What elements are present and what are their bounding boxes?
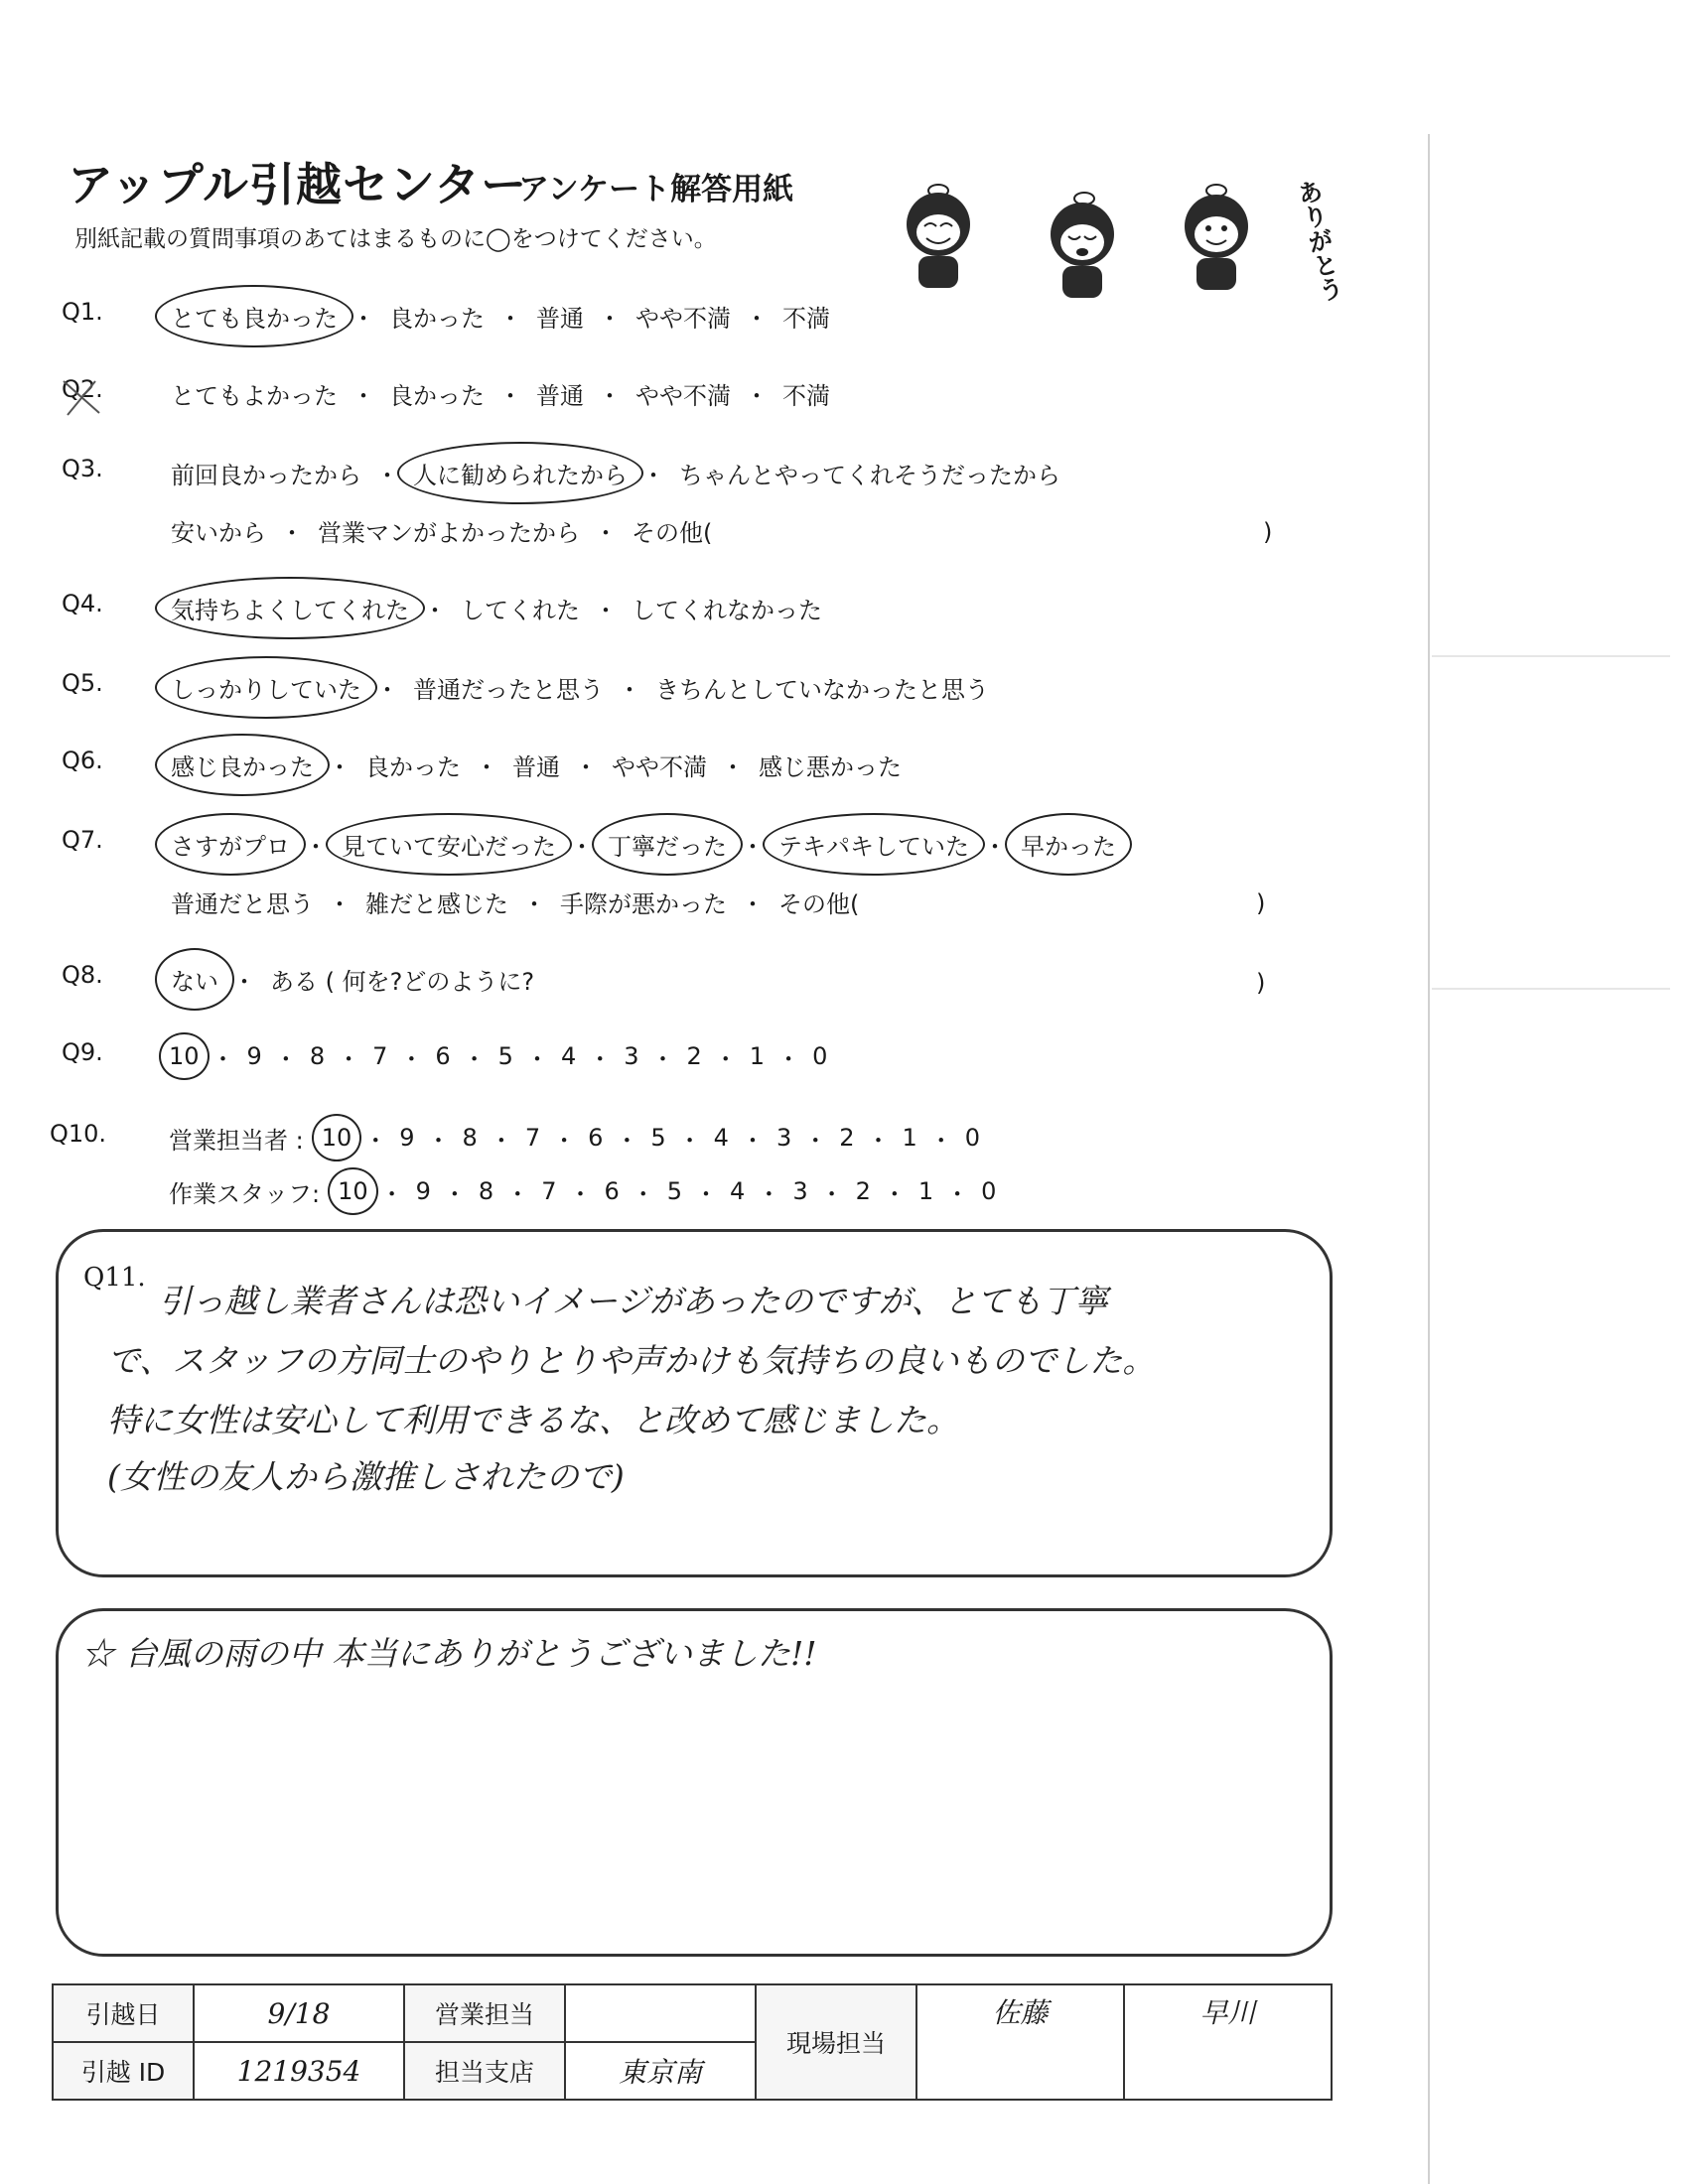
q6-options: 感じ良かった ・ 良かった ・ 普通 ・ やや不満 ・ 感じ悪かった [169,745,904,784]
site-staff-2[interactable]: 早川 [1124,1984,1332,2100]
q2-option[interactable]: 普通 [536,381,584,410]
q11-comment-line: 特に女性は安心して利用できるな、と改めて感じました。 [107,1401,959,1439]
q11-comment-line: 引っ越し業者さんは恐いイメージがあったのですが、とても丁寧 [159,1282,1108,1320]
q10-staff-score[interactable]: 6 [604,1177,620,1205]
q10-staff-score[interactable]: 4 [730,1177,746,1205]
q10-staff-score[interactable]: 8 [478,1177,494,1205]
q10-staff-score[interactable]: 1 [917,1177,934,1205]
form-subtitle: アンケート解答用紙 [518,172,794,207]
q3-options-line2: 安いから ・ 営業マンがよかったから ・ その他( [169,510,714,550]
q10-sales-score[interactable]: 8 [462,1124,478,1152]
q3-option[interactable]: ちゃんとやってくれそうだったから [679,461,1060,489]
q10-sales-score[interactable]: 1 [902,1124,917,1152]
q7-paren-close: ) [1256,889,1266,917]
q9-score[interactable]: 6 [435,1042,451,1070]
q9-score[interactable]: 0 [812,1042,828,1070]
q7-option-circled[interactable]: 丁寧だった [606,825,729,864]
mascot-caption: ありがとう [1292,177,1346,305]
q9-scale: 10 ・ 9 ・ 8 ・ 7 ・ 6 ・ 5 ・ 4 ・ 3 ・ 2 ・ 1 ・ 0 [169,1042,828,1073]
q10-staff-label: 作業スタッフ: [169,1179,321,1208]
move-date-label: 引越日 [53,1984,194,2042]
q9-score[interactable]: 1 [749,1042,766,1070]
q2-strike-mark [60,377,103,417]
q9-score-selected[interactable]: 10 [169,1042,200,1070]
q4-option-circled[interactable]: 気持ちよくしてくれた [169,589,411,627]
q3-option[interactable]: 前回良かったから [171,461,361,489]
page-edge-mark [1432,655,1670,657]
move-date-value[interactable]: 9/18 [194,1984,404,2042]
mascot-monkey-icon [889,177,988,296]
q10-label: Q10. [50,1120,107,1148]
q9-score[interactable]: 5 [497,1042,513,1070]
q10-sales-score[interactable]: 5 [650,1124,666,1152]
q10-staff-score[interactable]: 5 [666,1177,683,1205]
message-text: ☆ 台風の雨の中 本当にありがとうございました!! [81,1634,817,1673]
q4-option[interactable]: してくれた [461,596,580,624]
q7-option-circled[interactable]: テキパキしていた [776,825,971,864]
q2-options: とてもよかった ・ 良かった ・ 普通 ・ やや不満 ・ 不満 [169,373,832,413]
q3-option[interactable]: 営業マンがよかったから [318,518,580,547]
q10-staff-score[interactable]: 0 [981,1177,997,1205]
page-edge-mark [1432,988,1670,990]
q10-staff-scale: 作業スタッフ: 10 ・ 9 ・ 8 ・ 7 ・ 6 ・ 5 ・ 4 ・ 3 ・ 2 ・ 1 ・ 0 [169,1171,996,1211]
q5-options: しっかりしていた ・ 普通だったと思う ・ きちんとしていなかったと思う [169,667,991,707]
q11-label: Q11. [83,1263,146,1293]
q3-options-line1: 前回良かったから ・ 人に勧められたから ・ ちゃんとやってくれそうだったから [169,453,1062,492]
q9-score[interactable]: 4 [560,1042,577,1070]
q7-option[interactable]: 雑だと感じた [365,889,508,918]
q10-staff-score-selected[interactable]: 10 [338,1177,368,1205]
mascot-monkey-icon [1033,187,1132,306]
q6-option[interactable]: 良かった [365,752,461,781]
q7-option-circled[interactable]: 見ていて安心だった [340,825,558,864]
q6-option[interactable]: 感じ悪かった [759,752,902,781]
q4-label: Q4. [62,590,103,617]
q5-option[interactable]: きちんとしていなかったと思う [655,675,989,704]
q2-option[interactable]: やや不満 [635,381,731,410]
site-label: 現場担当 [756,1984,916,2100]
move-id-value[interactable]: 1219354 [194,2042,404,2100]
q7-option-other[interactable]: その他( [778,889,860,918]
q3-label: Q3. [62,455,103,482]
q10-sales-scale: 営業担当者 : 10 ・ 9 ・ 8 ・ 7 ・ 6 ・ 5 ・ 4 ・ 3 ・ 2 ・ 1 ・ 0 [169,1118,980,1158]
q9-score[interactable]: 2 [686,1042,702,1070]
page-edge [1428,134,1430,2184]
q2-label: Q2. [62,375,103,403]
branch-label: 担当支店 [404,2042,565,2100]
q6-label: Q6. [62,747,103,774]
move-id-label: 引越 ID [53,2042,194,2100]
q10-sales-score[interactable]: 9 [399,1124,415,1152]
q9-score[interactable]: 8 [309,1042,326,1070]
q10-sales-score[interactable]: 2 [839,1124,855,1152]
q1-label: Q1. [62,298,103,326]
q3-option-other[interactable]: その他( [632,518,713,547]
q10-sales-score[interactable]: 7 [524,1124,541,1152]
q8-label: Q8. [62,961,103,989]
q8-option[interactable]: ある ( 何を?どのように? [270,967,535,996]
q10-staff-score[interactable]: 2 [855,1177,871,1205]
q7-label: Q7. [62,826,103,854]
q7-option-circled[interactable]: さすがプロ [169,825,292,864]
q6-option[interactable]: 普通 [512,752,560,781]
q5-label: Q5. [62,669,103,697]
q10-sales-score[interactable]: 3 [775,1124,792,1152]
q7-option[interactable]: 普通だと思う [171,889,314,918]
q10-sales-score[interactable]: 4 [713,1124,729,1152]
q7-option-circled[interactable]: 早かった [1019,825,1118,864]
q5-option[interactable]: 普通だったと思う [413,675,604,704]
sales-label: 営業担当 [404,1984,565,2042]
q3-option[interactable]: 安いから [171,518,266,547]
q6-option[interactable]: やや不満 [612,752,707,781]
q2-option[interactable]: 良かった [389,381,485,410]
site-staff-1[interactable]: 佐藤 [916,1984,1124,2100]
q9-score[interactable]: 7 [372,1042,388,1070]
q11-comment-line: で、スタッフの方同士のやりとりや声かけも気持ちの良いものでした。 [107,1341,1156,1380]
q10-sales-score-selected[interactable]: 10 [321,1124,352,1152]
q10-staff-score[interactable]: 3 [792,1177,808,1205]
company-title: アップル引越センター [68,158,528,211]
q3-paren-close: ) [1263,518,1273,546]
q7-option[interactable]: 手際が悪かった [560,889,727,918]
q6-option-circled[interactable]: 感じ良かった [169,746,316,784]
q10-sales-label: 営業担当者 : [169,1126,304,1155]
q1-option[interactable]: 普通 [536,304,584,333]
q5-option-circled[interactable]: しっかりしていた [169,668,363,707]
q7-options-line2: 普通だと思う ・ 雑だと感じた ・ 手際が悪かった ・ その他( [169,882,861,921]
q1-option-circled[interactable]: とても良かった [169,297,340,336]
q10-staff-score[interactable]: 7 [541,1177,557,1205]
q7-options-line1: さすがプロ ・ 見ていて安心だった ・ 丁寧だった ・ テキパキしていた ・ 早かった [169,824,1118,864]
q9-label: Q9. [62,1038,103,1066]
q10-sales-score[interactable]: 0 [964,1124,981,1152]
instruction-text: 別紙記載の質問事項のあてはまるものに◯をつけてください。 [74,226,717,252]
q8-options: ない ・ ある ( 何を?どのように? [169,959,536,999]
q1-options: とても良かった ・ 良かった ・ 普通 ・ やや不満 ・ 不満 [169,296,832,336]
q8-paren-close: ) [1256,969,1266,997]
q10-sales-score[interactable]: 6 [588,1124,604,1152]
q8-option-circled[interactable]: ない [169,960,220,999]
q2-option[interactable]: 不満 [782,381,830,410]
q4-option[interactable]: してくれなかった [632,596,822,624]
q11-comment-line: (女性の友人から激推しされたので) [107,1457,625,1496]
branch-value[interactable]: 東京南 [565,2042,756,2100]
q1-option[interactable]: 良かった [389,304,485,333]
mascot-monkey-icon [1167,179,1266,298]
q1-option[interactable]: やや不満 [635,304,731,333]
q4-options: 気持ちよくしてくれた ・ してくれた ・ してくれなかった [169,588,824,627]
q3-option-circled[interactable]: 人に勧められたから [411,454,630,492]
q9-score[interactable]: 9 [246,1042,262,1070]
info-table [52,1983,1333,2101]
q9-score[interactable]: 3 [624,1042,639,1070]
q1-option[interactable]: 不満 [782,304,830,333]
q10-staff-score[interactable]: 9 [415,1177,431,1205]
q2-option[interactable]: とてもよかった [171,381,338,410]
sales-value[interactable] [565,1984,756,2042]
